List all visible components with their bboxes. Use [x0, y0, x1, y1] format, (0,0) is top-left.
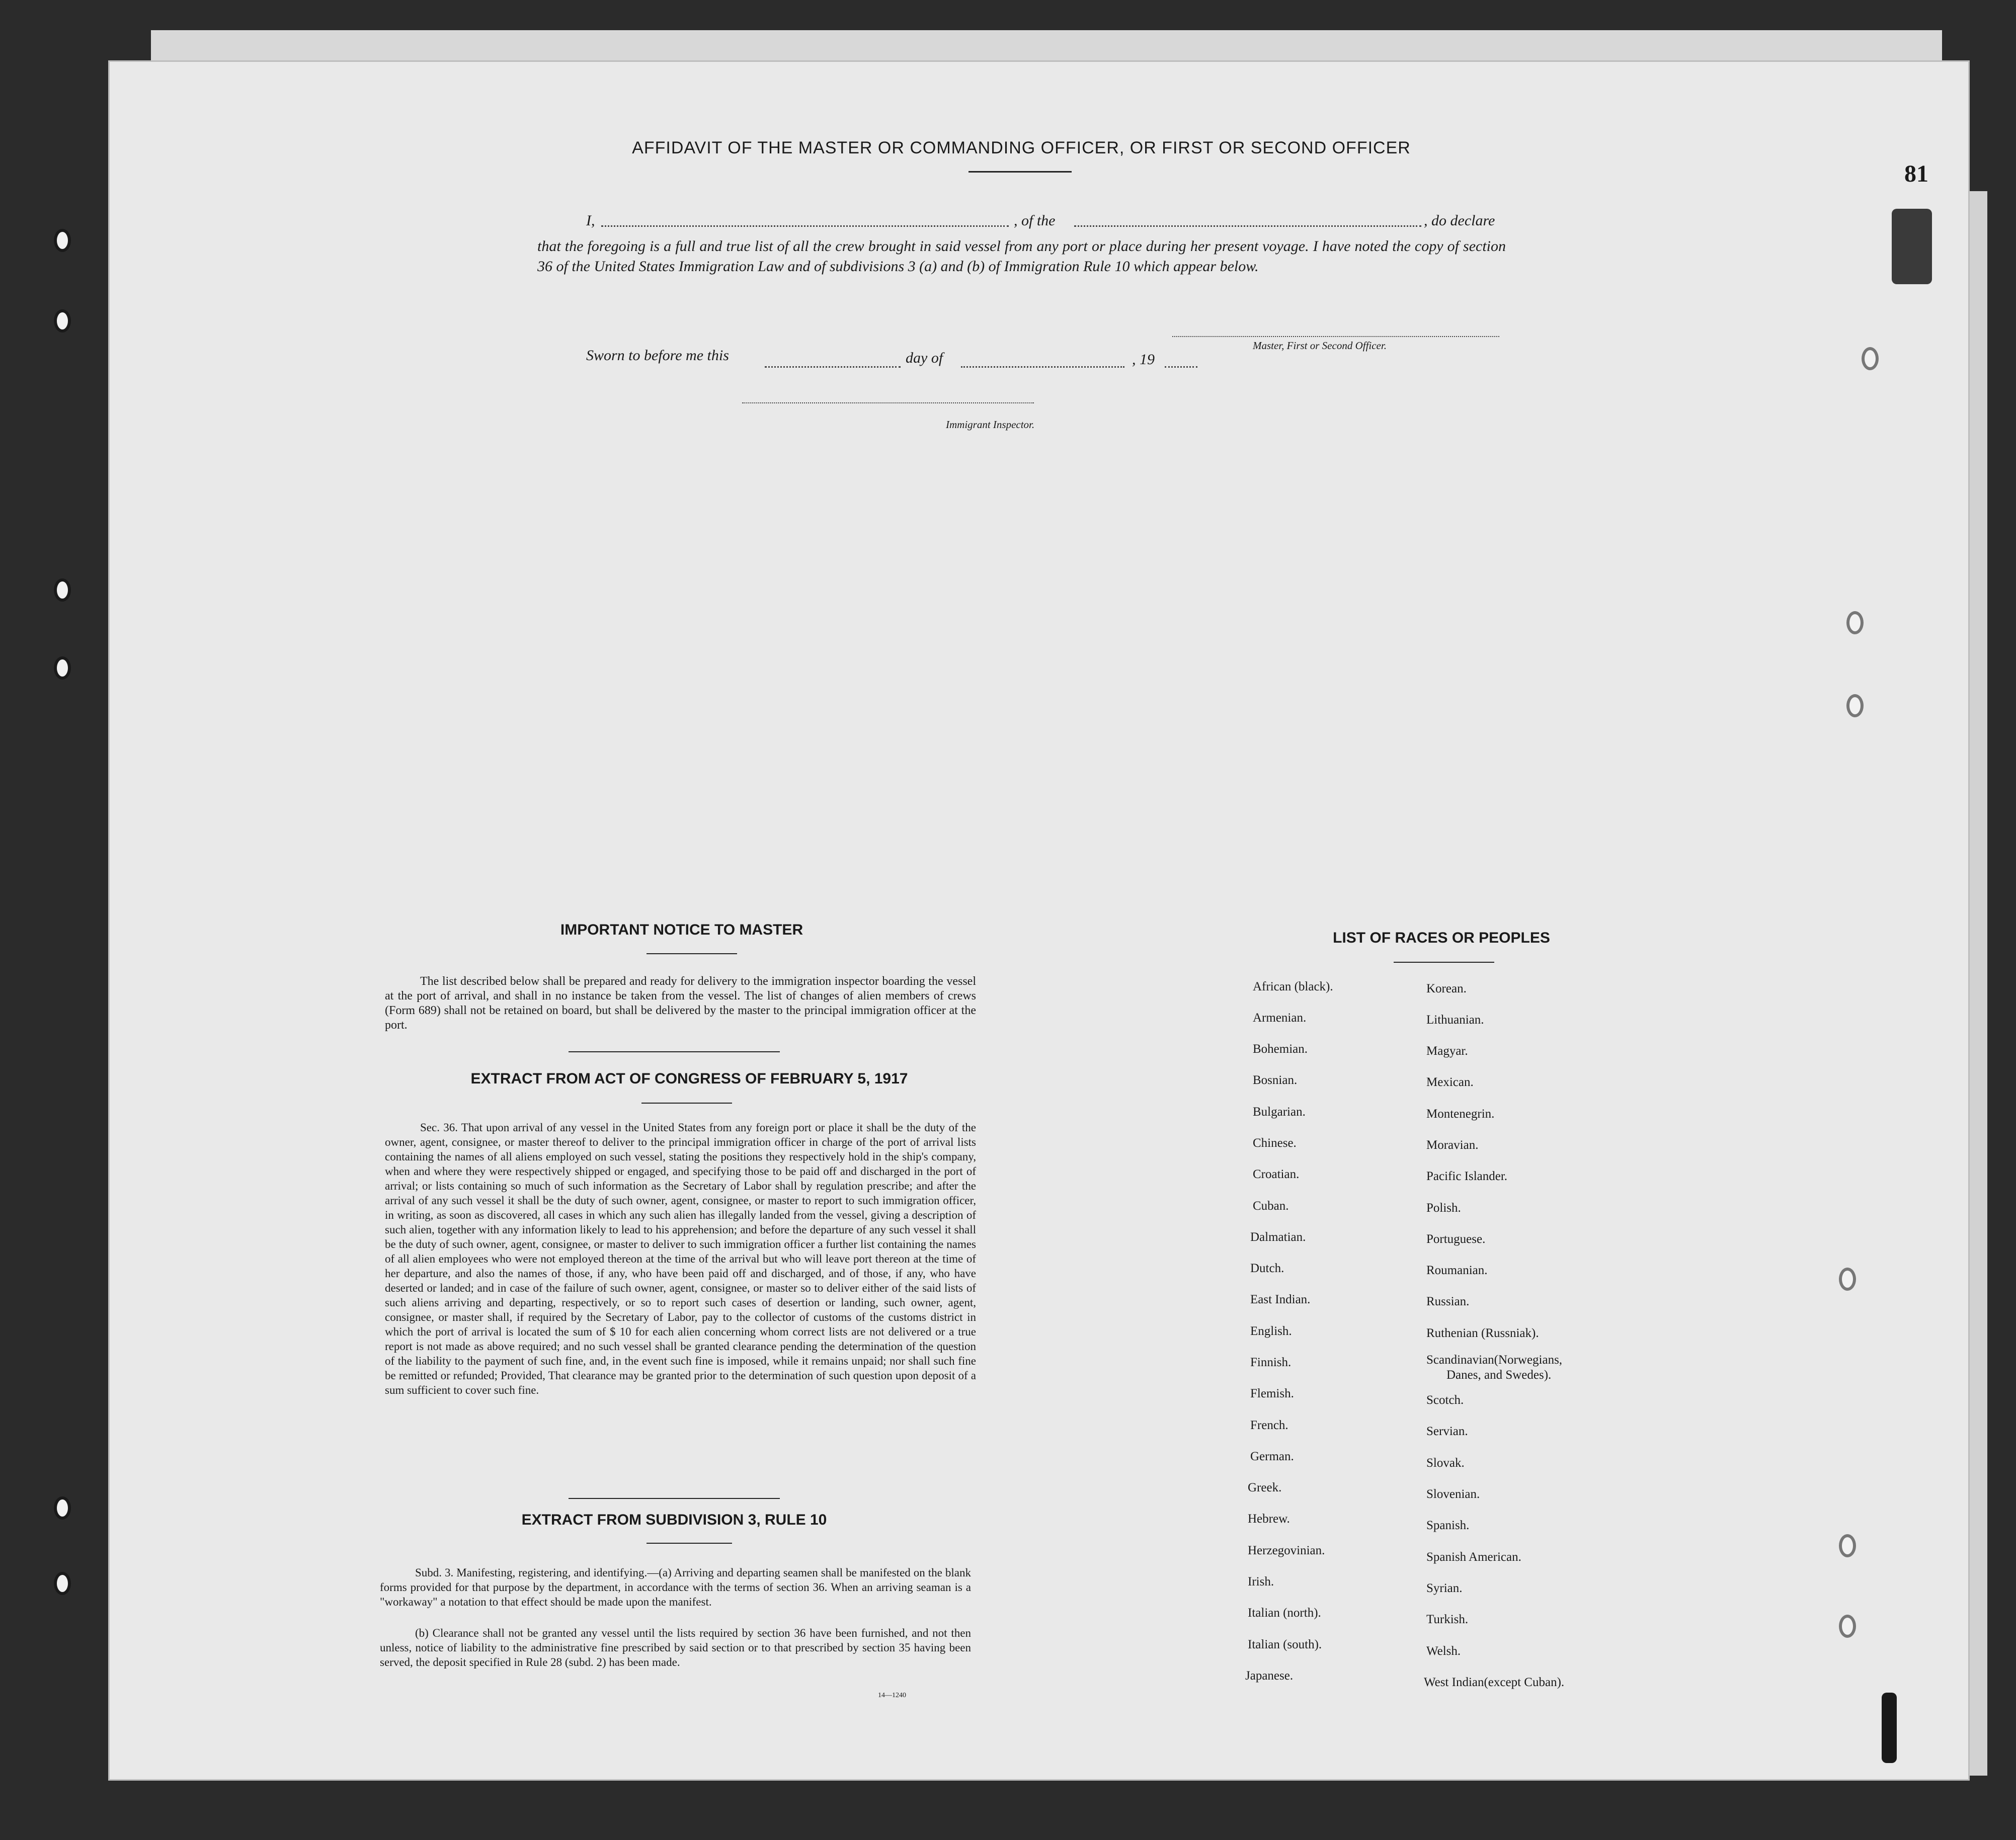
- binder-hole: [54, 229, 71, 252]
- binder-hole: [1839, 1534, 1856, 1557]
- race-item: Ruthenian (Russniak).: [1426, 1326, 1539, 1340]
- race-item: Moravian.: [1426, 1138, 1479, 1152]
- race-item: Japanese.: [1245, 1669, 1294, 1683]
- master-signature-label: Master, First or Second Officer.: [1253, 340, 1387, 352]
- race-item: Bulgarian.: [1253, 1105, 1306, 1119]
- race-item: Mexican.: [1426, 1075, 1474, 1089]
- race-item: Bosnian.: [1253, 1073, 1298, 1087]
- race-item: Scotch.: [1426, 1393, 1464, 1407]
- page-tab: [1882, 1693, 1897, 1763]
- race-item: Croatian.: [1253, 1167, 1300, 1181]
- vessel-name-field[interactable]: [1074, 225, 1421, 227]
- race-item: French.: [1250, 1418, 1288, 1432]
- race-item: English.: [1250, 1324, 1292, 1338]
- race-item: Spanish American.: [1426, 1550, 1521, 1564]
- declarant-name-field[interactable]: [601, 225, 1009, 227]
- race-item: Korean.: [1426, 982, 1467, 995]
- rule-text-b: (b) Clearance shall not be granted any vessel until the lists required by section 36 have been furnished, and not then unless, notice of liability to the administrative fine prescribed by said section or to that prescribed by section 35 having been served, the deposit specified in Rule 28 (subd. 2) has been made.: [380, 1627, 971, 1668]
- page-number: 81: [1904, 160, 1928, 187]
- binder-hole: [54, 309, 71, 332]
- title-underline: [969, 171, 1072, 173]
- race-item: Italian (north).: [1248, 1606, 1321, 1620]
- race-item: Turkish.: [1426, 1613, 1469, 1626]
- race-item: Bohemian.: [1253, 1042, 1308, 1056]
- race-item: German.: [1250, 1450, 1294, 1463]
- binder-hole: [54, 656, 71, 680]
- binder-hole: [1846, 611, 1864, 634]
- race-item: Hebrew.: [1248, 1512, 1290, 1526]
- declare-suffix: , do declare: [1424, 212, 1495, 229]
- sworn-label: Sworn to before me this: [586, 347, 729, 364]
- rule-text-a: Subd. 3. Manifesting, registering, and identifying.—(a) Arriving and departing seamen shall be manifested on the blank forms provided for that purpose by the department, in accordance with the terms of section 36. When an arriving seaman is a "workaway" a notation to that effect should be made upon the manifest.: [380, 1566, 971, 1608]
- race-item: Polish.: [1426, 1201, 1461, 1215]
- race-item: Spanish.: [1426, 1519, 1470, 1532]
- race-item: Scandinavian(Norwegians,: [1426, 1353, 1563, 1367]
- race-item: East Indian.: [1250, 1293, 1311, 1306]
- affidavit-title: AFFIDAVIT OF THE MASTER OR COMMANDING OFFICER, OR FIRST OR SECOND OFFICER: [632, 138, 1411, 157]
- binder-hole: [54, 1572, 71, 1595]
- rule-title: EXTRACT FROM SUBDIVISION 3, RULE 10: [521, 1512, 827, 1528]
- race-item: Finnish.: [1250, 1356, 1292, 1369]
- race-item: Montenegrin.: [1426, 1107, 1495, 1121]
- master-signature-field[interactable]: [1172, 336, 1499, 337]
- race-item: West Indian(except Cuban).: [1424, 1676, 1565, 1689]
- race-item: Slovenian.: [1426, 1487, 1480, 1501]
- race-item: Irish.: [1248, 1575, 1274, 1588]
- sworn-month-field[interactable]: [961, 366, 1124, 368]
- day-of-label: day of: [906, 350, 943, 366]
- binder-hole: [54, 578, 71, 602]
- form-number: 14—1240: [878, 1692, 906, 1699]
- notice-title: IMPORTANT NOTICE TO MASTER: [560, 922, 803, 938]
- race-item: Lithuanian.: [1426, 1013, 1484, 1027]
- notice-text: The list described below shall be prepared and ready for delivery to the immigration inspector boarding the vessel at the port of arrival, and shall in no instance be taken from the vessel. The list of changes of alien members of crews (Form 689) shall not be retained on board, but shall be delivered by the master to the principal immigration officer at the port.: [385, 975, 976, 1032]
- declaration-text: that the foregoing is a full and true list of all the crew brought in said vessel from any port or place during her present voyage. I have noted the copy of section 36 of the United States Immigration Law and of subdivisions 3 (a) and (b) of Immigration Rule 10 which appear below.: [537, 238, 1506, 275]
- act-text: Sec. 36. That upon arrival of any vessel in the United States from any foreign port or place it shall be the duty of the owner, agent, consignee, or master thereof to deliver to the principal immigration officer in charge of the port of arrival lists containing the names of all aliens employed on such vessel, stating the positions they respectively hold in the ship's company, when and where they were respectively shipped or engaged, and specifying those to be paid off and discharged in the port of arrival; or lists containing so much of such information as the Secretary of Labor shall by regulation prescribe; and after the arrival of any such vessel it shall be the duty of such owner, agent, consignee, or master to report to such immigration officer, in writing, as soon as discovered, all cases in which any such alien has illegally landed from the vessel, giving a description of such alien, together with any information likely to lead to his apprehension; and before the departure of any such vessel it shall be the duty of such owner, agent, consignee, or master to deliver to such immigration officer a further list containing the names of all alien employees who were not employed thereon at the time of the arrival but who will leave port thereon at the time of her departure, and also the names of those, if any, who have been paid off and discharged, and of those, if any, who have deserted or landed; and in case of the failure of such owner, agent, consignee, or master so to deliver either of the said lists of such aliens arriving and departing, respectively, or so to report such cases of desertion or landing, such owner, agent, consignee, or master shall, if required by the Secretary of Labor, pay to the collector of customs of the customs district in which the port of arrival is located the sum of $ 10 for each alien concerning whom correct lists are not delivered or a true report is not made as above required; and no such vessel shall be granted clearance pending the determination of the question of the liability to the payment of such fine, and, in the event such fine is imposed, while it remains unpaid; nor shall such fine be remitted or refunded; Provided, That clearance may be granted prior to the determination of such question upon deposit of a sum sufficient to cover such fine.: [385, 1121, 976, 1396]
- races-title: LIST OF RACES OR PEOPLES: [1333, 930, 1550, 946]
- sworn-day-field[interactable]: [765, 366, 901, 368]
- act-title: EXTRACT FROM ACT OF CONGRESS OF FEBRUARY 5, 1917: [470, 1070, 908, 1087]
- race-item: Dutch.: [1250, 1262, 1284, 1275]
- binder-hole: [1846, 694, 1864, 717]
- race-item: Cuban.: [1253, 1199, 1289, 1213]
- sworn-year-field[interactable]: [1165, 366, 1197, 368]
- race-item: Armenian.: [1253, 1011, 1307, 1025]
- race-item: Russian.: [1426, 1295, 1470, 1308]
- vessel-prefix: , of the: [1014, 212, 1056, 229]
- rule-underline: [647, 1543, 732, 1544]
- race-item: Servian.: [1426, 1425, 1468, 1438]
- section-divider: [569, 1051, 780, 1052]
- race-item: Danes, and Swedes).: [1446, 1368, 1552, 1382]
- inspector-signature-field[interactable]: [742, 402, 1034, 403]
- race-item: Pacific Islander.: [1426, 1169, 1508, 1183]
- race-item: African (black).: [1253, 980, 1333, 993]
- inspector-label: Immigrant Inspector.: [946, 419, 1035, 431]
- race-item: Magyar.: [1426, 1044, 1468, 1058]
- binder-hole: [1839, 1615, 1856, 1638]
- section-divider: [569, 1498, 780, 1499]
- binder-hole: [1862, 347, 1879, 370]
- races-underline: [1394, 962, 1494, 963]
- race-item: Roumanian.: [1426, 1264, 1488, 1277]
- race-item: Flemish.: [1250, 1387, 1294, 1400]
- binder-hole: [1839, 1268, 1856, 1291]
- notice-underline: [647, 953, 737, 954]
- binder-hole: [54, 1496, 71, 1520]
- race-item: Syrian.: [1426, 1581, 1463, 1595]
- race-item: Chinese.: [1253, 1136, 1297, 1150]
- race-item: Herzegovinian.: [1248, 1544, 1325, 1557]
- year-label: , 19: [1132, 351, 1155, 368]
- page-tab: [1892, 209, 1932, 284]
- race-item: Dalmatian.: [1250, 1230, 1306, 1244]
- race-item: Greek.: [1248, 1481, 1282, 1494]
- race-item: Welsh.: [1426, 1644, 1461, 1658]
- race-item: Italian (south).: [1248, 1638, 1322, 1651]
- declarant-prefix: I,: [586, 212, 595, 229]
- race-item: Portuguese.: [1426, 1232, 1486, 1246]
- race-item: Slovak.: [1426, 1456, 1465, 1470]
- act-underline: [641, 1103, 732, 1104]
